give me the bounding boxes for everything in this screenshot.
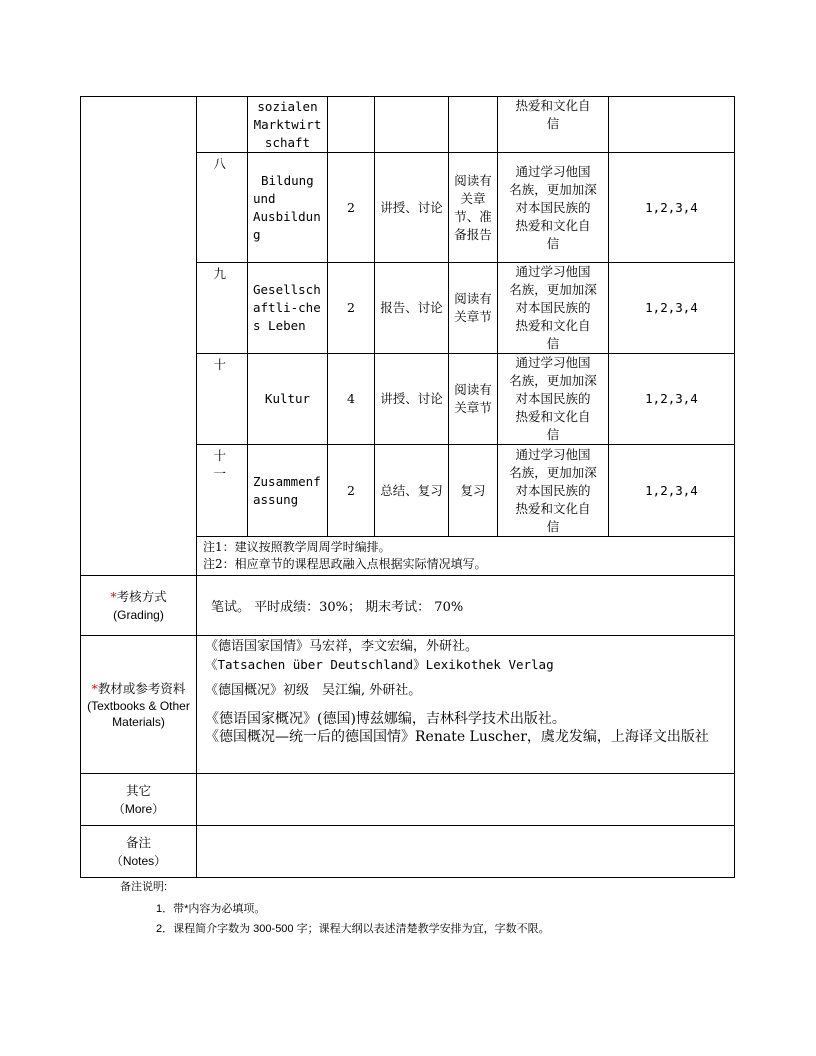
objectives-cell: 1,2,3,4 bbox=[609, 263, 735, 354]
materials-row bbox=[81, 636, 735, 774]
hours-cell: 2 bbox=[328, 445, 375, 537]
footer-line-1: 1．带*内容为必填项。 bbox=[156, 903, 266, 915]
week-cell: 十一 bbox=[205, 445, 248, 537]
schedule-notes bbox=[197, 537, 735, 576]
ideology-cell: 通过学习他国 名族，更加加深 对本国民族的 热爱和文化自 信 bbox=[498, 153, 609, 263]
note-2: 注2：相应章节的课程思政融入点根据实际情况填写。 bbox=[203, 557, 487, 571]
topic-cell: Zusammenf assung bbox=[248, 445, 328, 537]
week-cell: 十 bbox=[205, 354, 248, 445]
ideology-cell: 通过学习他国 名族，更加加深 对本国民族的 热爱和文化自 信 bbox=[498, 263, 609, 354]
material-item: 《德语国家概况》(德国)博兹娜编，吉林科学技术出版社。 bbox=[205, 711, 566, 727]
method-cell bbox=[375, 97, 449, 153]
grading-row bbox=[81, 576, 735, 636]
ideology-cell: 通过学习他国 名族，更加加深 对本国民族的 热爱和文化自 信 bbox=[498, 354, 609, 445]
material-item: 《德国概况》初级 吴江编, 外研社。 bbox=[205, 683, 422, 698]
material-item: 《Tatsachen über Deutschland》Lexikothek Verlag bbox=[205, 657, 554, 672]
more-content bbox=[197, 774, 735, 826]
assignment-cell: 复习 bbox=[449, 445, 498, 537]
remarks-row bbox=[81, 826, 735, 878]
footer-line-2: 2．课程简介字数为 300-500 字；课程大纲以表述清楚教学安排为宜，字数不限。 bbox=[156, 923, 550, 935]
week-cell: 八 bbox=[205, 153, 248, 263]
ideology-cell: 通过学习他国 名族，更加加深 对本国民族的 热爱和文化自 信 bbox=[498, 445, 609, 537]
hours-cell: 2 bbox=[328, 263, 375, 354]
method-cell: 报告、讨论 bbox=[375, 263, 449, 354]
footer-title: 备注说明: bbox=[120, 881, 168, 893]
assignment-cell: 阅读有关章节 bbox=[449, 263, 498, 354]
remarks-label: 备注 （Notes） bbox=[81, 826, 197, 878]
table-row bbox=[81, 97, 735, 153]
hours-cell: 2 bbox=[328, 153, 375, 263]
materials-label: *教材或参考资料 (Textbooks & Other Materials) bbox=[81, 636, 197, 774]
assignment-cell: 阅读有关章节 bbox=[449, 354, 498, 445]
topic-cell: sozialen Marktwirt schaft bbox=[248, 97, 328, 153]
method-cell: 总结、复习 bbox=[375, 445, 449, 537]
objectives-cell: 1,2,3,4 bbox=[609, 354, 735, 445]
objectives-cell: 1,2,3,4 bbox=[609, 445, 735, 537]
grading-label: *考核方式 (Grading) bbox=[81, 576, 197, 636]
required-star: * bbox=[110, 588, 117, 604]
ideology-cell: 热爱和文化自 信 bbox=[498, 97, 609, 153]
grading-content: 笔试。 平时成绩：30%； 期末考试： 70% bbox=[197, 576, 735, 636]
assignment-cell bbox=[449, 97, 498, 153]
material-item: 《德国概况—统一后的德国国情》Renate Luscher，虞龙发编，上海译文出版社 bbox=[205, 729, 709, 745]
remarks-content bbox=[197, 826, 735, 878]
week-cell: 九 bbox=[205, 263, 248, 354]
more-label: 其它 （More） bbox=[81, 774, 197, 826]
objectives-cell bbox=[609, 97, 735, 153]
hours-cell bbox=[328, 97, 375, 153]
note-1: 注1：建议按照教学周周学时编排。 bbox=[203, 540, 391, 554]
method-cell: 讲授、讨论 bbox=[375, 354, 449, 445]
week-cell bbox=[205, 97, 248, 153]
required-star: * bbox=[91, 680, 98, 696]
method-cell: 讲授、讨论 bbox=[375, 153, 449, 263]
materials-content bbox=[197, 636, 735, 774]
objectives-cell: 1,2,3,4 bbox=[609, 153, 735, 263]
hours-cell: 4 bbox=[328, 354, 375, 445]
topic-cell: Gesellsch aftli-che s Leben bbox=[248, 263, 328, 354]
section-label-cell bbox=[81, 97, 197, 576]
topic-cell: Kultur bbox=[248, 354, 328, 445]
topic-cell: Bildung und Ausbildun g bbox=[248, 153, 328, 263]
assignment-cell: 阅读有关章节、准备报告 bbox=[449, 153, 498, 263]
more-row bbox=[81, 774, 735, 826]
course-schedule-table bbox=[80, 96, 735, 878]
material-item: 《德语国家国情》马宏祥，李文宏编，外研社。 bbox=[205, 639, 479, 654]
